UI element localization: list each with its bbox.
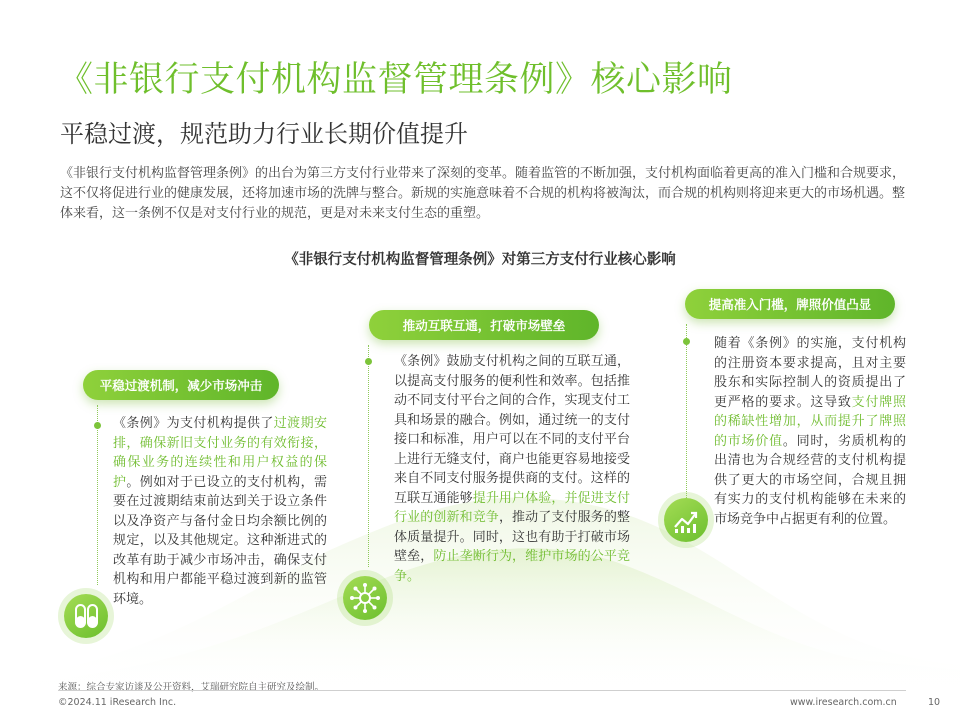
connector-line bbox=[368, 345, 369, 567]
connector-dot bbox=[683, 338, 690, 345]
column-1-text bbox=[113, 414, 327, 609]
source-note: 来源：综合专家访谈及公开资料，艾瑞研究院自主研究及绘制。 bbox=[58, 682, 325, 693]
copyright: ©2024.11 iResearch Inc. bbox=[58, 697, 177, 708]
column-2-highlight-1: 提升用户体验，并促进支付行业的创新和竞争 bbox=[394, 490, 630, 525]
website-link[interactable]: www.iresearch.com.cn bbox=[790, 697, 897, 708]
page-title: 《非银行支付机构监督管理条例》核心影响 bbox=[58, 60, 733, 100]
connector-dot bbox=[94, 422, 101, 429]
column-1-text-c: 。例如对于已设立的支付机构，需要在过渡期结束前达到关于设立条件以及净资产与备付金日均余额比例的规定，以及其他规定。这种渐进式的改革有助于减少市场冲击，确保支付机构和用户都能平稳过渡到新的监管环境。 bbox=[113, 474, 327, 607]
column-1-text-a: 《条例》为支付机构提供了 bbox=[113, 416, 274, 431]
connector-dot bbox=[365, 358, 372, 365]
pill-entry-threshold: 提高准入门槛，牌照价值凸显 bbox=[685, 289, 895, 319]
column-1-highlight: 过渡期安排，确保新旧支付业务的有效衔接，确保业务的连续性和用户权益的保护 bbox=[113, 416, 327, 490]
column-3-text-a: 随着《条例》的实施，支付机构的注册资本要求提高，且对主要股东和实际控制人的资质提出了更严格的要求。这导致 bbox=[714, 336, 906, 410]
column-2-highlight-2: 防止垄断行为，维护市场的公平竞争。 bbox=[394, 549, 630, 584]
pill-interconnection: 推动互联互通，打破市场壁垒 bbox=[369, 310, 599, 340]
network-icon bbox=[343, 576, 387, 620]
pill-capsule-icon bbox=[64, 594, 108, 638]
column-2-text bbox=[394, 352, 630, 586]
column-2-text-a: 《条例》鼓励支付机构之间的互联互通，以提高支付服务的便利性和效率。包括推动不同支付平台之间的合作，实现支付工具和场景的融合。例如，通过统一的支付接口和标准，用户可以在不同的支付平台上进行无缝支付，商户也能更容易地接受来自不同支付服务提供商的支付。这样的互联互通能够 bbox=[394, 354, 630, 506]
column-3-highlight: 支付牌照的稀缺性增加，从而提升了牌照的市场价值 bbox=[714, 394, 906, 449]
pill-transition-mechanism: 平稳过渡机制，减少市场冲击 bbox=[83, 370, 279, 400]
page-number: 10 bbox=[928, 697, 941, 708]
footer-divider bbox=[58, 690, 906, 691]
diagram-title: 《非银行支付机构监督管理条例》对第三方支付行业核心影响 bbox=[284, 252, 676, 268]
page-subtitle: 平稳过渡，规范助力行业长期价值提升 bbox=[60, 120, 468, 148]
column-2-text-c: ，推动了支付服务的整体质量提升。同时，这也有助于打破市场壁垒， bbox=[394, 510, 630, 564]
growth-chart-icon bbox=[664, 498, 708, 542]
connector-line bbox=[686, 324, 687, 504]
column-3-text bbox=[714, 334, 906, 529]
column-3-text-c: 。同时，劣质机构的出清也为合规经营的支付机构提供了更大的市场空间，合规且拥有实力的支付机构能够在未来的市场竞争中占据更有利的位置。 bbox=[714, 433, 906, 527]
intro-paragraph: 《非银行支付机构监督管理条例》的出台为第三方支付行业带来了深刻的变革。随着监管的不断加强，支付机构面临着更高的准入门槛和合规要求，这不仅将促进行业的健康发展，还将加速市场的洗牌与整合。新规的实施意味着不合规的机构将被淘汰，而合规的机构则将迎来更大的市场机遇。整体来看，这一条例不仅是对支付行业的规范，更是对未来支付生态的重塑。 bbox=[60, 166, 906, 221]
connector-line bbox=[97, 405, 98, 585]
